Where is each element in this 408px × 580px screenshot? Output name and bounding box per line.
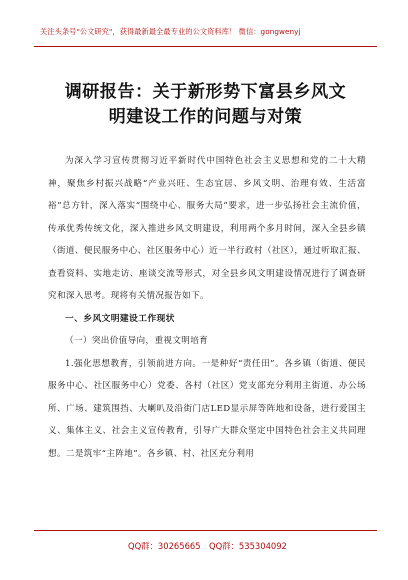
page-footer [0,530,408,580]
document-body [48,150,366,465]
section-heading: 一、乡风文明建设工作现状 [65,313,175,324]
header-divider [34,46,377,47]
intro-paragraph: 为深入学习宣传贯彻习近平新时代中国特色社会主义思想和党的二十大精神，聚焦乡村振兴战略“产业兴旺、生态宜居、乡风文明、治理有效、生活富裕”总方针，深入落实“围绕中心、服务大局”要求，进一步弘扬社会主流价值，传承优秀传统文化，深入推进乡风文明建设，利用两个多月时间，深入全县乡镇（街道、便民服务中心、社区服务中心）近一半行政村（社区），通过听取汇报、查看资料、实地走访、座谈交流等形式，对全县乡风文明建设情况进行了调查研究和深入思考。现将有关情况报告如下。 [48,156,366,301]
document-title [34,80,377,130]
title-line-2: 明建设工作的问题与对策 [108,107,303,127]
body-paragraph: 1.强化思想教育，引领前进方向。一是种好“责任田”。各乡镇（街道、便民服务中心、社区服务中心）党委、各村（社区）党支部充分利用主街道、办公场所、广场、建筑围挡、大喇叭及沿街门店LED显示屏等阵地和设备，进行爱国主义、集体主义、社会主义宣传教育，引导广大群众坚定中国特色社会主义共同理想。二是筑牢“主阵地”。各乡镇、村、社区充分利用 [48,358,366,459]
footer-qq-group-1: QQ群：30265665 [128,541,201,551]
page-header [0,0,408,52]
footer-divider [34,530,377,531]
title-line-1: 调研报告：关于新形势下富县乡风文 [64,82,347,102]
subsection-heading: （一）突出价值导向，重视文明培育 [65,336,209,346]
header-notice: 关注头条号"公文研究"，获得最新最全最专业的公文资料库！ 微信：gongwenyj [40,27,301,36]
footer-qq-group-2: QQ群：535304092 [209,541,287,551]
